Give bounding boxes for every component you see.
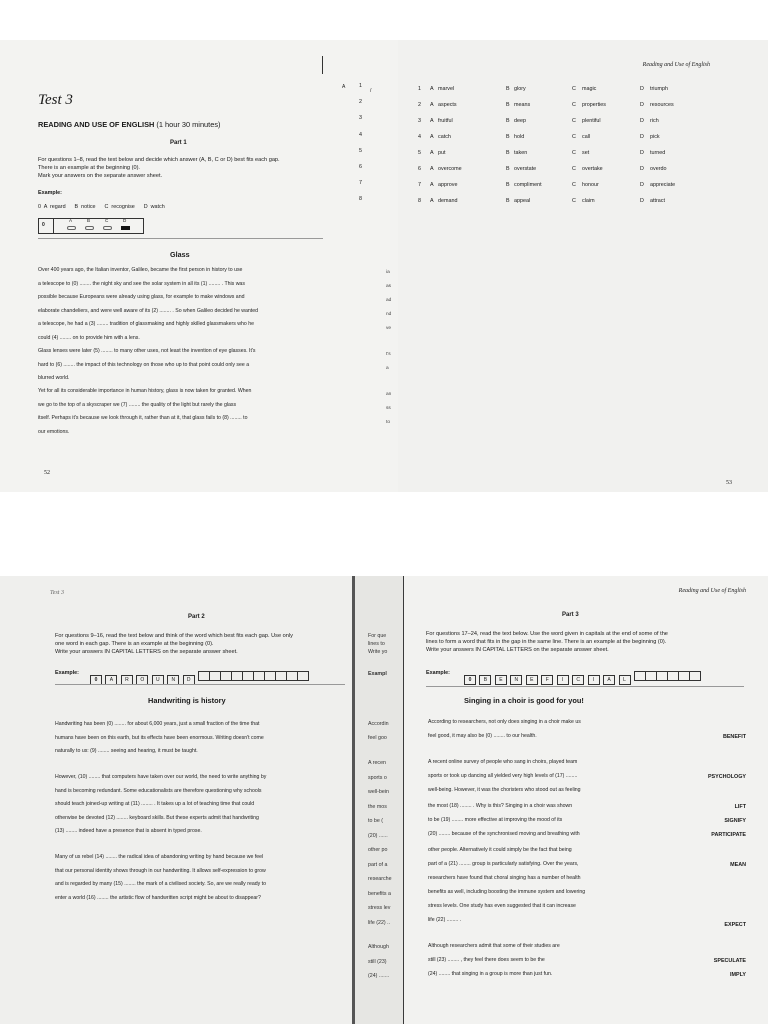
passage-line: Handwriting has been (0) ........ for about 6,000 years, just a small fraction of the time that bbox=[55, 721, 260, 727]
margin-fragment: ve bbox=[386, 326, 392, 331]
option-a: fruitful bbox=[438, 118, 453, 124]
margin-number: 5 bbox=[359, 147, 362, 154]
example-options: 0 A regard B notice C recognise D watch bbox=[38, 204, 165, 210]
passage-line: life (22) ........ . bbox=[428, 917, 462, 923]
answer-grid-number: 0 bbox=[42, 222, 45, 228]
option-a: demand bbox=[438, 198, 458, 204]
option-b: taken bbox=[514, 150, 528, 156]
strip-fragment: Write yo bbox=[368, 649, 388, 655]
page-52 bbox=[0, 40, 400, 492]
instruction-line: For questions 9–16, read the text below and think of the word which best fits each gap. Use only bbox=[55, 633, 293, 639]
passage-line: blurred world. bbox=[38, 375, 70, 381]
passage-line: stress levels. One study has even suggested that it can increase bbox=[428, 903, 576, 909]
stem-word: LIFT bbox=[734, 804, 746, 810]
stem-word: BENEFIT bbox=[722, 734, 746, 740]
passage-line: possible because Europeans were already using glass, for example to make windows and bbox=[38, 294, 245, 300]
passage-line: a telescope to (0) ........ the night sky and see the solar system in all its (1) ........ . This was bbox=[38, 280, 245, 287]
instructions bbox=[38, 156, 338, 180]
passage-line: According to researchers, not only does singing in a choir make us bbox=[428, 719, 581, 725]
option-d: triumph bbox=[650, 86, 668, 92]
option-d: turned bbox=[650, 150, 666, 156]
running-header: Reading and Use of English bbox=[678, 588, 746, 594]
part-label: Part 1 bbox=[170, 140, 187, 146]
passage-line: well-being. However, it was the choristers who stood out as feeling bbox=[428, 787, 581, 793]
stem-word: IMPLY bbox=[730, 972, 746, 978]
strip-text-2 bbox=[368, 756, 392, 930]
passage-line: Yet for all its considerable importance in human history, glass is now taken for granted. When bbox=[38, 388, 252, 394]
passage-line: Although researchers admit that some of their studies are bbox=[428, 943, 560, 949]
option-a: marvel bbox=[438, 86, 455, 92]
part-label: Part 3 bbox=[562, 612, 579, 618]
passage-line: that our personal identity shows through in our handwriting. It allows self-expression to grow bbox=[55, 867, 266, 874]
test-title: Test 3 bbox=[38, 92, 73, 108]
option-c: call bbox=[582, 134, 591, 140]
option-d: attract bbox=[650, 198, 665, 204]
passage-title: Handwriting is history bbox=[148, 696, 226, 705]
example-answer-grid bbox=[38, 218, 144, 234]
example-answer-boxes bbox=[464, 668, 700, 686]
section-heading bbox=[38, 120, 221, 129]
question-number: 3 bbox=[418, 118, 421, 124]
option-c: claim bbox=[582, 198, 595, 204]
strip-fragment: part of a bbox=[368, 861, 388, 868]
margin-fragment: as bbox=[386, 284, 392, 289]
strip-fragment: Although bbox=[368, 944, 389, 950]
option-a: overcome bbox=[438, 166, 462, 172]
option-c: set bbox=[582, 150, 590, 156]
part-label: Part 2 bbox=[188, 614, 205, 620]
passage-line: itself. Perhaps it's because we look through it, rather than at it, that glass fails to (8) ........ to bbox=[38, 415, 248, 421]
passage-line: (20) ........ because of the synchronised moving and breathing with bbox=[428, 831, 580, 837]
question-number: 7 bbox=[418, 182, 421, 188]
strip-edge bbox=[352, 576, 355, 1024]
option-a: aspects bbox=[438, 102, 457, 108]
option-d: overdo bbox=[650, 166, 667, 172]
example-box: B bbox=[479, 675, 491, 685]
option-d: resources bbox=[650, 102, 674, 108]
passage-line: Many of us rebel (14) ........ the radical idea of abandoning writing by hand because we feel bbox=[55, 854, 264, 860]
stem-word: EXPECT bbox=[724, 922, 746, 928]
question-number: 1 bbox=[418, 86, 421, 92]
example-box: E bbox=[526, 675, 538, 685]
instruction-line: Write your answers IN CAPITAL LETTERS on the separate answer sheet. bbox=[55, 649, 238, 655]
page-part-3 bbox=[404, 576, 768, 1024]
strip-fragment: A recen bbox=[368, 760, 386, 766]
option-a: approve bbox=[438, 182, 458, 188]
passage-title: Glass bbox=[170, 250, 190, 259]
example-box: F bbox=[541, 675, 553, 685]
passage-paragraph-2 bbox=[55, 771, 347, 839]
margin-number: 8 bbox=[359, 196, 362, 203]
example-box: E bbox=[495, 675, 507, 685]
question-number: 4 bbox=[418, 134, 421, 140]
example-label: Example: bbox=[426, 670, 450, 676]
passage-line: Glass lenses were later (5) ........ to many other uses, not least the invention of eye glasses. It's bbox=[38, 348, 256, 354]
example-box: I bbox=[557, 675, 569, 685]
margin-fragment: a bbox=[386, 366, 389, 371]
margin-fragments bbox=[386, 266, 391, 430]
example-box: 0 bbox=[464, 675, 476, 685]
example-box: O bbox=[136, 675, 148, 685]
margin-fragment: nd bbox=[386, 312, 392, 317]
bubble-b bbox=[85, 226, 94, 230]
passage-line: to be (19) ........ more effective at improving the mood of its bbox=[428, 817, 563, 823]
passage-line: However, (10) ........ that computers have taken over our world, the need to write anything by bbox=[55, 774, 267, 780]
passage-line: naturally to us: (9) ........ seeing and hearing, it must be taught. bbox=[55, 748, 198, 754]
answer-grid-letter: D bbox=[123, 218, 127, 223]
instruction-line: For questions 17–24, read the text below. Use the word given in capitals at the end of some of the bbox=[426, 631, 668, 637]
option-c: honour bbox=[582, 182, 599, 188]
option-c: magic bbox=[582, 86, 597, 92]
strip-fragment: other po bbox=[368, 847, 388, 853]
passage-line: still (23) ........ , they feel there does seem to be the bbox=[428, 957, 545, 963]
example-box: R bbox=[121, 675, 133, 685]
passage-line: part of a (21) ........ group is particularly satisfying. Over the years, bbox=[428, 861, 579, 867]
option-b: glory bbox=[514, 86, 526, 92]
stem-word: SIGNIFY bbox=[724, 818, 746, 824]
passage-line: (13) ........ indeed have a presence that is absent in typed prose. bbox=[55, 828, 202, 834]
passage-line: humans have been on this earth, but its effects have been enormous. Writing doesn't come bbox=[55, 734, 264, 741]
passage-line: researchers have found that choral singing has a number of health bbox=[428, 875, 581, 881]
example-box: N bbox=[167, 675, 179, 685]
strip-fragment: still (23) bbox=[368, 958, 387, 965]
option-b: means bbox=[514, 102, 531, 108]
example-box: I bbox=[588, 675, 600, 685]
bubble-d-filled bbox=[121, 226, 130, 230]
margin-fragment: t's bbox=[386, 352, 391, 357]
strip-fragment: Exampl bbox=[368, 671, 387, 677]
answer-grid-letter: A bbox=[69, 218, 73, 223]
option-d: appreciate bbox=[650, 182, 676, 188]
example-box: N bbox=[510, 675, 522, 685]
margin-fragment: to bbox=[386, 420, 391, 425]
question-number: 6 bbox=[418, 166, 421, 172]
bubble-c bbox=[103, 226, 112, 230]
option-b: deep bbox=[514, 118, 526, 124]
option-c: overtake bbox=[582, 166, 603, 172]
strip-text-1 bbox=[368, 718, 389, 745]
page-number: 53 bbox=[726, 480, 732, 486]
example-box: D bbox=[183, 675, 195, 685]
strip-text-3 bbox=[368, 940, 389, 984]
option-b: appeal bbox=[514, 198, 531, 204]
strip-instructions bbox=[368, 632, 387, 656]
example-box: A bbox=[603, 675, 615, 685]
option-c: properties bbox=[582, 102, 606, 108]
question-number: 5 bbox=[418, 150, 421, 156]
bubble-a bbox=[67, 226, 76, 230]
question-number: 8 bbox=[418, 198, 421, 204]
margin-fragment: an bbox=[386, 392, 392, 397]
option-b: compliment bbox=[514, 182, 542, 188]
margin-number: 7 bbox=[359, 180, 362, 187]
passage-paragraph-1 bbox=[55, 718, 347, 759]
running-header: Reading and Use of English bbox=[642, 62, 710, 68]
passage-line: benefits as well, including boosting the immune system and lowering bbox=[428, 889, 586, 895]
instruction-line: Write your answers IN CAPITAL LETTERS on the separate answer sheet. bbox=[426, 647, 609, 653]
margin-number: 2 bbox=[359, 99, 362, 106]
passage-line: hard to (6) ........ the impact of this technology on those who up to that point could only see a bbox=[38, 361, 250, 368]
instructions bbox=[55, 632, 350, 656]
instruction-line: one word in each gap. There is an example at the beginning (0). bbox=[55, 641, 214, 647]
passage-line: hand is becoming redundant. Some educationalists are therefore questioning why schools bbox=[55, 787, 262, 794]
example-label: Example: bbox=[55, 670, 79, 676]
margin-number: 6 bbox=[359, 164, 362, 171]
strip-fragment: (20) ...... bbox=[368, 832, 388, 839]
passage-line: elaborate chandeliers, and were well aware of its (2) ........ . So when Galileo decided he wanted bbox=[38, 307, 259, 314]
running-header: Test 3 bbox=[50, 590, 64, 596]
strip-fragment: sports o bbox=[368, 774, 387, 781]
answer-grid-letter: B bbox=[87, 218, 91, 223]
example-box: C bbox=[572, 675, 584, 685]
strip-fragment: life (22) .. bbox=[368, 919, 391, 926]
margin-fragment: ia bbox=[386, 270, 390, 275]
passage-paragraph-3 bbox=[38, 385, 338, 439]
passage-title: Singing in a choir is good for you! bbox=[464, 696, 584, 705]
page-number: 52 bbox=[44, 470, 50, 476]
passage-paragraph-1 bbox=[38, 264, 338, 345]
margin-number: 3 bbox=[359, 115, 362, 122]
strip-fragment: feel goo bbox=[368, 734, 387, 741]
page-53: Reading and Use of English 1 A marvel B glory C magic D triumph 2 A aspects B means C properties D resources 3 A fruitful B deep C plentiful D rich 4 A catch B hold C call D pick 5 A put B taken C set D turned 6 A overcome B overstate C overtake D overdo 7 A approve B compliment C honour D appreciate 8 A demand B appeal C claim D attract 53 bbox=[398, 40, 768, 492]
strip-fragment: to be ( bbox=[368, 818, 384, 824]
passage-paragraph-2 bbox=[38, 345, 338, 386]
section-duration: (1 hour 30 minutes) bbox=[156, 120, 221, 129]
passage-lines bbox=[428, 716, 746, 1016]
passage-line: otherwise be devoted (12) ........ keyboard skills. But these experts admit that handwriting bbox=[55, 814, 259, 821]
passage-line: could (4) ........ on to provide him with a lens. bbox=[38, 334, 140, 341]
instructions bbox=[426, 630, 746, 654]
strip-fragment: For que bbox=[368, 633, 387, 639]
example-box: 0 bbox=[90, 675, 102, 685]
option-d: pick bbox=[650, 134, 660, 140]
strip-fragment: stress lev bbox=[368, 905, 391, 911]
margin-letter: A bbox=[342, 84, 346, 90]
strip-fragment: well-bein bbox=[368, 789, 389, 795]
adjacent-page-strip bbox=[352, 576, 404, 1024]
option-b: overstate bbox=[514, 166, 537, 172]
margin-number: 1 bbox=[359, 83, 362, 89]
page-part-2 bbox=[0, 576, 352, 1024]
strip-fragment: Accordin bbox=[368, 721, 389, 727]
strip-fragment: benefits a bbox=[368, 890, 391, 897]
passage-line: and is regarded by many (15) ........ the mark of a civilised society. So, are we really ready to bbox=[55, 881, 266, 887]
passage-line: should teach joined-up writing at (11) ........ . It takes up a lot of teaching time that could bbox=[55, 801, 255, 807]
instruction-line: There is an example at the beginning (0). bbox=[38, 165, 140, 171]
example-label: Example: bbox=[38, 190, 62, 196]
passage-line: a telescope, he had a (3) ........ tradition of glassmaking and highly skilled glassmakers who he bbox=[38, 321, 254, 327]
answer-grid-letter: C bbox=[105, 218, 109, 223]
passage-line: other people. Alternatively it could simply be the fact that being bbox=[428, 847, 572, 853]
strip-fragment: researche bbox=[368, 876, 392, 882]
example-box: U bbox=[152, 675, 164, 685]
stem-word: PSYCHOLOGY bbox=[707, 774, 746, 780]
stem-word: MEAN bbox=[730, 862, 746, 868]
passage-line: enter a world (16) ........ the artistic flow of handwritten script might be about to disappear? bbox=[55, 894, 261, 901]
strip-fragment: (24) ....... bbox=[368, 973, 390, 979]
passage-line: the most (18) ........ . Why is this? Singing in a choir was shown bbox=[428, 803, 573, 809]
question-number: 2 bbox=[418, 102, 421, 108]
passage-line: we go to the top of a skyscraper we (7) ........ the quality of the light but rarely the glass bbox=[38, 401, 237, 408]
margin-letter: / bbox=[370, 88, 372, 94]
passage-line: sports or took up dancing all yielded very high levels of (17) ........ bbox=[428, 773, 578, 779]
passage-line: (24) ........ that singing in a group is more than just fun. bbox=[428, 971, 553, 977]
example-box: A bbox=[105, 675, 117, 685]
margin-number: 4 bbox=[359, 131, 362, 138]
option-d: rich bbox=[650, 118, 659, 124]
stem-word: PARTICIPATE bbox=[711, 832, 746, 838]
margin-fragment: ss bbox=[386, 406, 391, 411]
binding-mark bbox=[322, 56, 323, 74]
option-c: plentiful bbox=[582, 118, 601, 124]
option-a: put bbox=[438, 150, 446, 156]
stem-word: SPECULATE bbox=[713, 958, 746, 964]
strip-fragment: lines to bbox=[368, 641, 385, 647]
passage-line: Over 400 years ago, the Italian inventor, Galileo, became the first person in history to use bbox=[38, 267, 243, 273]
instruction-line: For questions 1–8, read the text below and decide which answer (A, B, C or D) best fits each gap. bbox=[38, 157, 280, 163]
passage-line: our emotions. bbox=[38, 428, 70, 435]
example-box: L bbox=[619, 675, 631, 685]
option-b: hold bbox=[514, 134, 525, 140]
instruction-line: Mark your answers on the separate answer sheet. bbox=[38, 173, 163, 179]
instruction-line: lines to form a word that fits in the gap in the same line. There is an example at the beginning (0). bbox=[426, 639, 667, 645]
strip-fragment: the mos bbox=[368, 803, 387, 810]
passage-line: feel good, it may also be (0) ........ to our health. bbox=[428, 733, 537, 739]
section-title: READING AND USE OF ENGLISH bbox=[38, 120, 155, 129]
margin-number-column bbox=[352, 78, 362, 208]
option-a: catch bbox=[438, 134, 451, 140]
passage-paragraph-3 bbox=[55, 851, 347, 905]
margin-fragment: ad bbox=[386, 298, 392, 303]
passage-line: A recent online survey of people who sang in choirs, played team bbox=[428, 759, 578, 765]
